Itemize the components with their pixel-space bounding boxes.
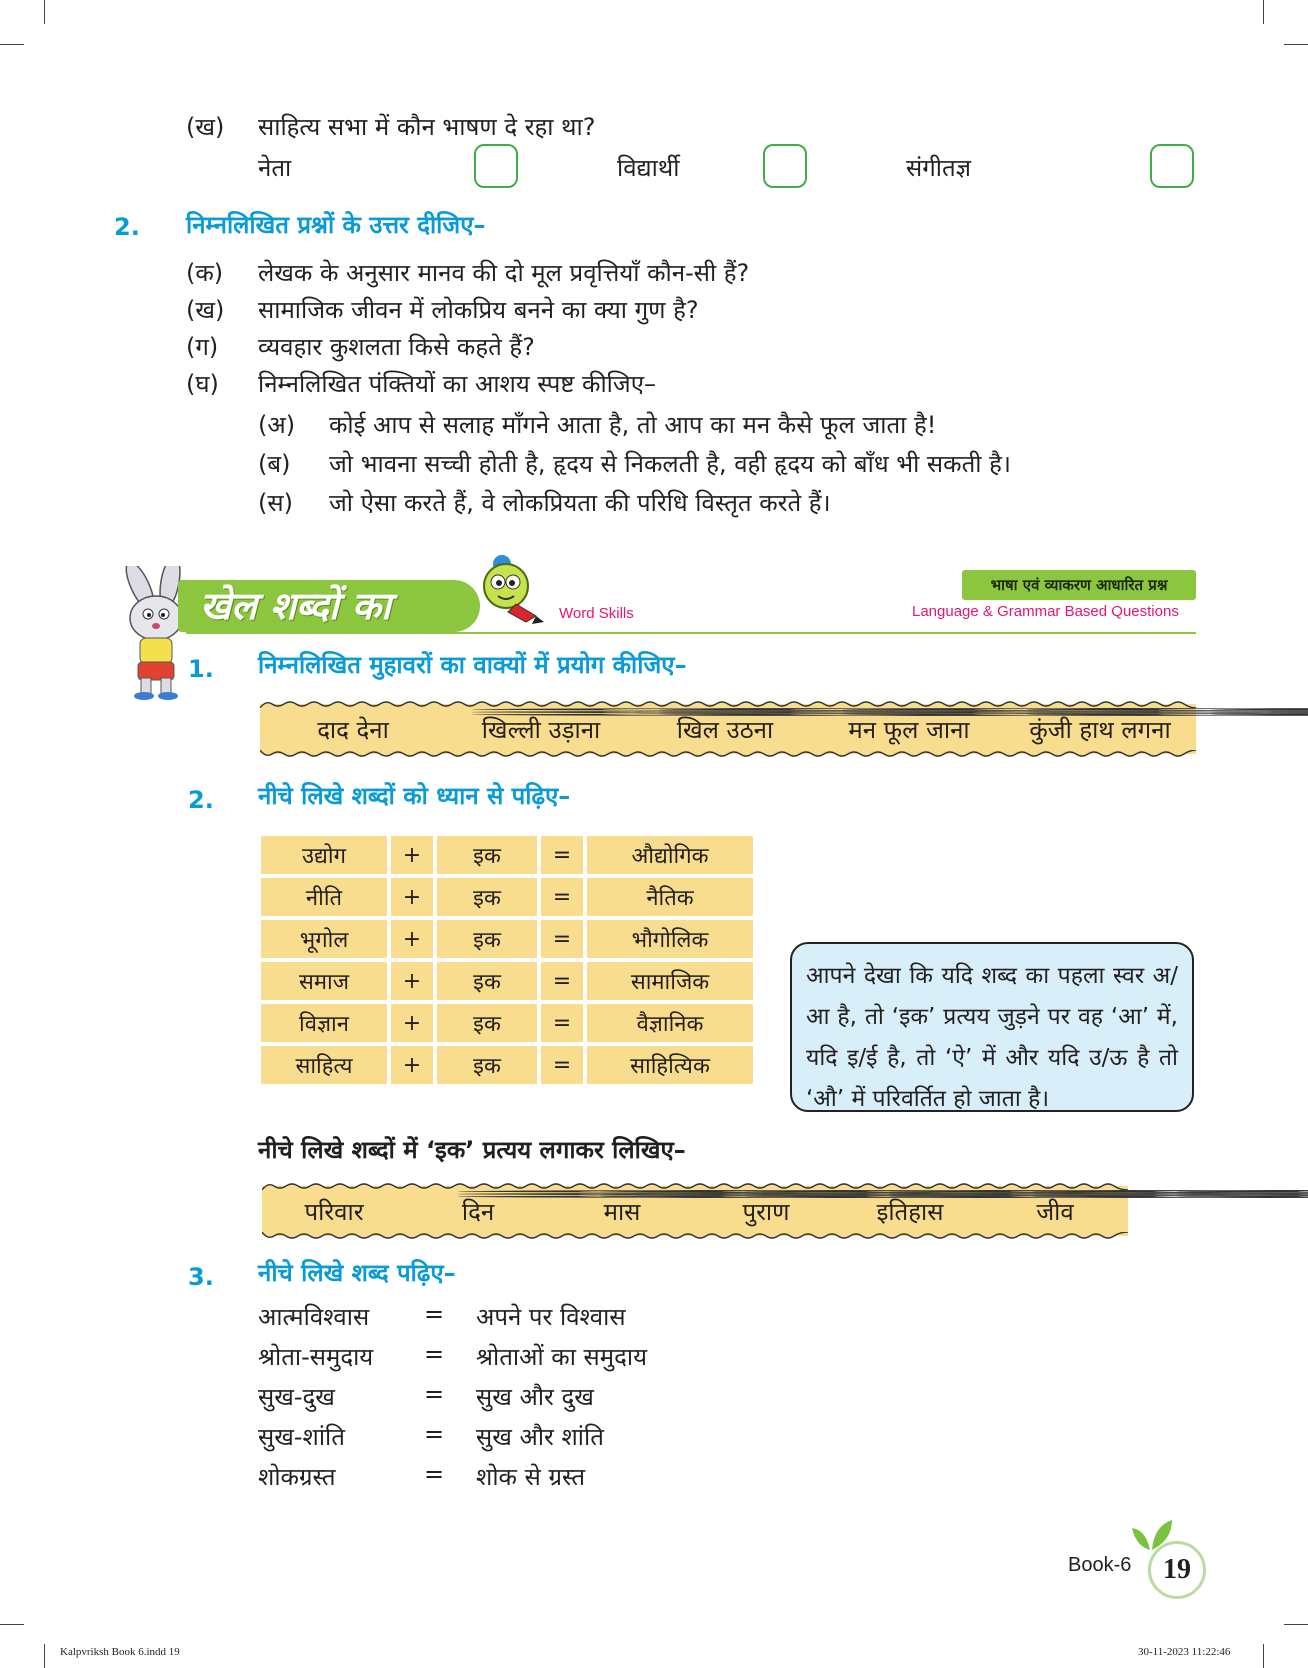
- table-cell: औद्योगिक: [587, 836, 753, 874]
- compound-meaning: श्रोताओं का समुदाय: [476, 1343, 647, 1371]
- word-chip: इतिहास: [876, 1197, 944, 1226]
- exercise-heading: नीचे लिखे शब्द पढ़िए–: [258, 1259, 456, 1287]
- idiom-strip: [260, 704, 1196, 754]
- crop-mark: [1284, 1624, 1308, 1625]
- table-cell: +: [391, 1046, 433, 1084]
- compound-word: सुख-दुख: [258, 1383, 335, 1411]
- item-text: व्यवहार कुशलता किसे कहते हैं?: [258, 333, 535, 361]
- table-cell: =: [541, 1004, 583, 1042]
- suffix-instruction: नीचे लिखे शब्दों में ‘इक’ प्रत्यय लगाकर लिखिए–: [258, 1136, 686, 1164]
- idiom-chip: खिल्ली उड़ाना: [481, 715, 601, 744]
- print-slug-datetime: 30-11-2023 11:22:46: [1138, 1646, 1231, 1658]
- equals-sign: =: [424, 1420, 445, 1448]
- rule-note-box: आपने देखा कि यदि शब्द का पहला स्वर अ/आ है, तो ‘इक’ प्रत्यय जुड़ने पर वह ‘आ’ में, यदि इ/ई है, तो ‘ऐ’ में और यदि उ/ऊ है तो ‘औ’ में परिवर्तित हो जाता है।: [790, 942, 1194, 1112]
- table-cell: विज्ञान: [261, 1004, 387, 1042]
- equals-sign: =: [424, 1380, 445, 1408]
- idiom-chip: खिल उठना: [676, 715, 774, 744]
- option-label: विद्यार्थी: [617, 154, 680, 182]
- equals-sign: =: [424, 1460, 445, 1488]
- item-label: (क): [186, 259, 224, 287]
- table-cell: +: [391, 920, 433, 958]
- table-cell: भूगोल: [261, 920, 387, 958]
- table-cell: इक: [437, 920, 537, 958]
- table-cell: नैतिक: [587, 878, 753, 916]
- word-chip: जीव: [1036, 1197, 1074, 1226]
- table-cell: सामाजिक: [587, 962, 753, 1000]
- word-chip: परिवार: [304, 1197, 364, 1226]
- word-chip: दिन: [461, 1197, 495, 1226]
- item-label: (ग): [186, 333, 219, 361]
- table-cell: =: [541, 962, 583, 1000]
- table-cell: =: [541, 878, 583, 916]
- compound-meaning: सुख और दुख: [476, 1383, 594, 1411]
- item-label: (ख): [186, 296, 225, 324]
- table-cell: साहित्य: [261, 1046, 387, 1084]
- table-cell: इक: [437, 962, 537, 1000]
- compound-meaning: सुख और शांति: [476, 1423, 604, 1451]
- crop-mark: [1284, 44, 1308, 45]
- table-cell: इक: [437, 1046, 537, 1084]
- item-text: लेखक के अनुसार मानव की दो मूल प्रवृत्तियाँ कौन-सी हैं?: [258, 259, 750, 287]
- table-cell: =: [541, 920, 583, 958]
- banner-badge: [962, 570, 1196, 600]
- subitem-text: जो ऐसा करते हैं, वे लोकप्रियता की परिधि विस्तृत करते हैं।: [329, 489, 831, 517]
- q1b-question: साहित्य सभा में कौन भाषण दे रहा था?: [258, 113, 596, 141]
- idiom-chip: कुंजी हाथ लगना: [1029, 715, 1171, 744]
- crop-mark: [44, 0, 45, 24]
- subitem-label: (ब): [258, 450, 291, 478]
- question-number: 2.: [114, 213, 140, 241]
- crop-mark: [0, 1624, 24, 1625]
- table-cell: समाज: [261, 962, 387, 1000]
- print-slug-file: Kalpvriksh Book 6.indd 19: [60, 1646, 180, 1658]
- crop-mark: [44, 1644, 45, 1668]
- table-row: [261, 836, 753, 874]
- table-cell: वैज्ञानिक: [587, 1004, 753, 1042]
- crop-mark: [0, 44, 24, 45]
- option-label: संगीतज्ञ: [906, 154, 972, 182]
- word-strip: [262, 1186, 1128, 1236]
- answer-checkbox[interactable]: [763, 144, 807, 188]
- table-row: [261, 1046, 753, 1084]
- table-cell: +: [391, 836, 433, 874]
- table-cell: इक: [437, 878, 537, 916]
- table-cell: =: [541, 836, 583, 874]
- exercise-number: 1.: [188, 655, 214, 683]
- compound-meaning: शोक से ग्रस्त: [476, 1463, 586, 1491]
- table-row: [261, 920, 753, 958]
- exercise-number: 2.: [188, 786, 214, 814]
- word-chip: पुराण: [742, 1197, 790, 1226]
- item-text: निम्नलिखित पंक्तियों का आशय स्पष्ट कीजिए–: [258, 370, 656, 398]
- subitem-label: (अ): [258, 411, 296, 439]
- item-text: सामाजिक जीवन में लोकप्रिय बनने का क्या गुण है?: [258, 296, 699, 324]
- compound-word: आत्मविश्वास: [258, 1303, 370, 1331]
- answer-checkbox[interactable]: [1150, 144, 1194, 188]
- compound-word: सुख-शांति: [258, 1423, 345, 1451]
- book-label: Book-6: [1068, 1554, 1132, 1576]
- table-cell: +: [391, 1004, 433, 1042]
- equals-sign: =: [424, 1340, 445, 1368]
- item-label: (घ): [186, 370, 219, 398]
- banner-rule: [186, 632, 1196, 634]
- crop-mark: [1263, 0, 1264, 24]
- table-cell: नीति: [261, 878, 387, 916]
- exercise-number: 3.: [188, 1263, 214, 1291]
- table-cell: उद्योग: [261, 836, 387, 874]
- table-cell: साहित्यिक: [587, 1046, 753, 1084]
- banner-title: खेल शब्दों का: [200, 584, 391, 628]
- banner-badge-text: भाषा एवं व्याकरण आधारित प्रश्न: [990, 576, 1168, 594]
- answer-checkbox[interactable]: [474, 144, 518, 188]
- table-row: [261, 1004, 753, 1042]
- table-cell: इक: [437, 836, 537, 874]
- banner-subtitle: Word Skills: [559, 605, 634, 622]
- equals-sign: =: [424, 1300, 445, 1328]
- word-chip: मास: [603, 1197, 641, 1226]
- question-heading: निम्नलिखित प्रश्नों के उत्तर दीजिए–: [186, 211, 486, 239]
- table-cell: भौगोलिक: [587, 920, 753, 958]
- table-cell: इक: [437, 1004, 537, 1042]
- pencil-mascot-icon: [478, 552, 548, 626]
- option-label: नेता: [258, 154, 292, 182]
- crop-mark: [1263, 1644, 1264, 1668]
- exercise-heading: नीचे लिखे शब्दों को ध्यान से पढ़िए–: [258, 782, 571, 810]
- banner-badge-english: Language & Grammar Based Questions: [912, 603, 1179, 620]
- exercise-heading: निम्नलिखित मुहावरों का वाक्यों में प्रयोग कीजिए–: [258, 651, 687, 679]
- table-cell: +: [391, 962, 433, 1000]
- suffix-table: [257, 832, 757, 1088]
- table-cell: +: [391, 878, 433, 916]
- table-row: [261, 962, 753, 1000]
- idiom-chip: दाद देना: [317, 715, 389, 744]
- subitem-label: (स): [258, 489, 293, 517]
- idiom-chip: मन फूल जाना: [848, 715, 970, 744]
- subitem-text: कोई आप से सलाह माँगने आता है, तो आप का मन कैसे फूल जाता है!: [329, 411, 937, 439]
- compound-word: शोकग्रस्त: [258, 1463, 336, 1491]
- compound-meaning: अपने पर विश्वास: [476, 1303, 626, 1331]
- compound-word: श्रोता-समुदाय: [258, 1343, 374, 1371]
- page-number: 19: [1163, 1554, 1191, 1585]
- q1b-label: (ख): [186, 113, 225, 141]
- table-cell: =: [541, 1046, 583, 1084]
- table-row: [261, 878, 753, 916]
- page-number-badge: [1148, 1541, 1206, 1599]
- subitem-text: जो भावना सच्ची होती है, हृदय से निकलती है, वही हृदय को बाँध भी सकती है।: [329, 450, 1011, 478]
